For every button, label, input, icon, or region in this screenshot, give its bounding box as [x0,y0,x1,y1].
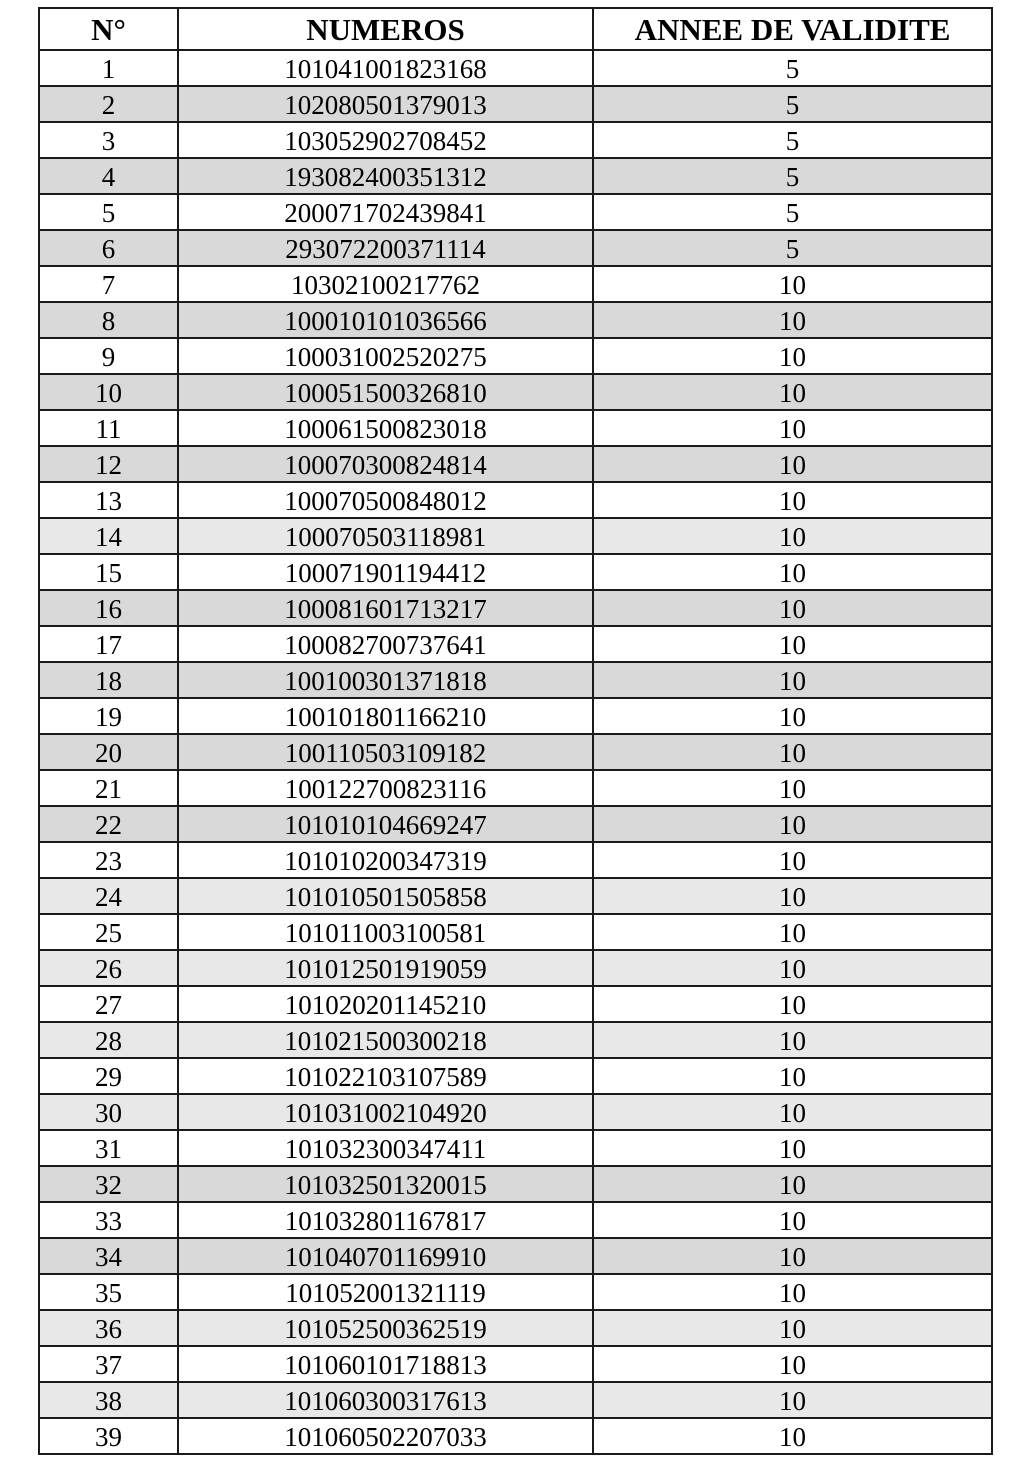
row-number-cell: 7 [39,266,178,302]
row-number-cell: 35 [39,1274,178,1310]
row-number-cell: 5 [39,194,178,230]
numero-cell: 101010501505858 [178,878,593,914]
numero-cell: 103052902708452 [178,122,593,158]
table-row [39,1166,992,1202]
numero-cell: 101032501320015 [178,1166,593,1202]
row-number-cell: 22 [39,806,178,842]
table-body [39,50,992,1454]
numero-cell: 10302100217762 [178,266,593,302]
annee-validite-cell: 10 [593,374,992,410]
annee-validite-cell: 10 [593,878,992,914]
validity-table [38,7,993,1455]
annee-validite-cell: 10 [593,734,992,770]
annee-validite-cell: 5 [593,230,992,266]
annee-validite-cell: 10 [593,1166,992,1202]
table-row [39,554,992,590]
table-row [39,806,992,842]
numero-cell: 101010200347319 [178,842,593,878]
numero-cell: 100122700823116 [178,770,593,806]
row-number-cell: 20 [39,734,178,770]
annee-validite-cell: 10 [593,950,992,986]
table-row [39,518,992,554]
annee-validite-cell: 10 [593,1346,992,1382]
table-row [39,1058,992,1094]
annee-validite-cell: 10 [593,1094,992,1130]
annee-validite-cell: 10 [593,914,992,950]
row-number-cell: 11 [39,410,178,446]
table-row [39,734,992,770]
table-row [39,1238,992,1274]
table-row [39,338,992,374]
annee-validite-cell: 10 [593,842,992,878]
header-annee-de-validite: ANNEE DE VALIDITE [593,8,992,50]
row-number-cell: 36 [39,1310,178,1346]
annee-validite-cell: 5 [593,158,992,194]
numero-cell: 100101801166210 [178,698,593,734]
numero-cell: 101041001823168 [178,50,593,86]
table-row [39,626,992,662]
table-row [39,1130,992,1166]
row-number-cell: 13 [39,482,178,518]
table-row [39,662,992,698]
numero-cell: 101060101718813 [178,1346,593,1382]
numero-cell: 101060300317613 [178,1382,593,1418]
table-row [39,1418,992,1454]
row-number-cell: 39 [39,1418,178,1454]
numero-cell: 101010104669247 [178,806,593,842]
validity-table-container [38,7,991,1455]
table-row [39,1202,992,1238]
table-row [39,122,992,158]
row-number-cell: 17 [39,626,178,662]
numero-cell: 101022103107589 [178,1058,593,1094]
row-number-cell: 19 [39,698,178,734]
annee-validite-cell: 10 [593,698,992,734]
numero-cell: 102080501379013 [178,86,593,122]
annee-validite-cell: 10 [593,770,992,806]
table-row [39,842,992,878]
row-number-cell: 37 [39,1346,178,1382]
annee-validite-cell: 10 [593,1238,992,1274]
row-number-cell: 28 [39,1022,178,1058]
numero-cell: 100100301371818 [178,662,593,698]
numero-cell: 101032801167817 [178,1202,593,1238]
table-row [39,878,992,914]
annee-validite-cell: 10 [593,590,992,626]
header-number: N° [39,8,178,50]
numero-cell: 100051500326810 [178,374,593,410]
annee-validite-cell: 10 [593,1202,992,1238]
header-numeros: NUMEROS [178,8,593,50]
numero-cell: 193082400351312 [178,158,593,194]
table-row [39,266,992,302]
annee-validite-cell: 10 [593,446,992,482]
annee-validite-cell: 10 [593,410,992,446]
numero-cell: 101031002104920 [178,1094,593,1130]
row-number-cell: 4 [39,158,178,194]
numero-cell: 100061500823018 [178,410,593,446]
table-row [39,1346,992,1382]
row-number-cell: 23 [39,842,178,878]
numero-cell: 101052001321119 [178,1274,593,1310]
table-row [39,158,992,194]
annee-validite-cell: 10 [593,554,992,590]
annee-validite-cell: 10 [593,1058,992,1094]
table-row [39,194,992,230]
table-row [39,1094,992,1130]
row-number-cell: 6 [39,230,178,266]
row-number-cell: 26 [39,950,178,986]
row-number-cell: 1 [39,50,178,86]
table-row [39,446,992,482]
annee-validite-cell: 10 [593,338,992,374]
table-row [39,1022,992,1058]
annee-validite-cell: 10 [593,1130,992,1166]
row-number-cell: 30 [39,1094,178,1130]
numero-cell: 101032300347411 [178,1130,593,1166]
numero-cell: 101021500300218 [178,1022,593,1058]
annee-validite-cell: 10 [593,626,992,662]
row-number-cell: 8 [39,302,178,338]
table-row [39,482,992,518]
numero-cell: 101012501919059 [178,950,593,986]
table-row [39,230,992,266]
table-row [39,1310,992,1346]
numero-cell: 100010101036566 [178,302,593,338]
table-row [39,1274,992,1310]
numero-cell: 101020201145210 [178,986,593,1022]
row-number-cell: 15 [39,554,178,590]
annee-validite-cell: 10 [593,806,992,842]
numero-cell: 100081601713217 [178,590,593,626]
row-number-cell: 10 [39,374,178,410]
numero-cell: 101040701169910 [178,1238,593,1274]
row-number-cell: 24 [39,878,178,914]
row-number-cell: 14 [39,518,178,554]
row-number-cell: 12 [39,446,178,482]
annee-validite-cell: 10 [593,302,992,338]
row-number-cell: 33 [39,1202,178,1238]
table-row [39,374,992,410]
row-number-cell: 3 [39,122,178,158]
annee-validite-cell: 5 [593,86,992,122]
numero-cell: 100070503118981 [178,518,593,554]
numero-cell: 200071702439841 [178,194,593,230]
annee-validite-cell: 5 [593,122,992,158]
row-number-cell: 38 [39,1382,178,1418]
annee-validite-cell: 10 [593,1382,992,1418]
table-row [39,86,992,122]
row-number-cell: 27 [39,986,178,1022]
table-row [39,590,992,626]
table-row [39,1382,992,1418]
row-number-cell: 29 [39,1058,178,1094]
table-row [39,950,992,986]
table-row [39,698,992,734]
row-number-cell: 34 [39,1238,178,1274]
numero-cell: 100070300824814 [178,446,593,482]
numero-cell: 100110503109182 [178,734,593,770]
annee-validite-cell: 10 [593,986,992,1022]
annee-validite-cell: 10 [593,1274,992,1310]
annee-validite-cell: 10 [593,662,992,698]
annee-validite-cell: 10 [593,482,992,518]
annee-validite-cell: 5 [593,194,992,230]
numero-cell: 101052500362519 [178,1310,593,1346]
numero-cell: 293072200371114 [178,230,593,266]
row-number-cell: 9 [39,338,178,374]
row-number-cell: 32 [39,1166,178,1202]
table-row [39,986,992,1022]
row-number-cell: 25 [39,914,178,950]
table-row [39,50,992,86]
numero-cell: 100070500848012 [178,482,593,518]
annee-validite-cell: 10 [593,518,992,554]
numero-cell: 100071901194412 [178,554,593,590]
row-number-cell: 16 [39,590,178,626]
row-number-cell: 31 [39,1130,178,1166]
annee-validite-cell: 10 [593,1310,992,1346]
table-header-row [39,8,992,50]
annee-validite-cell: 5 [593,50,992,86]
row-number-cell: 2 [39,86,178,122]
annee-validite-cell: 10 [593,266,992,302]
row-number-cell: 18 [39,662,178,698]
annee-validite-cell: 10 [593,1022,992,1058]
table-row [39,410,992,446]
table-row [39,914,992,950]
numero-cell: 101011003100581 [178,914,593,950]
row-number-cell: 21 [39,770,178,806]
numero-cell: 101060502207033 [178,1418,593,1454]
annee-validite-cell: 10 [593,1418,992,1454]
table-row [39,770,992,806]
table-row [39,302,992,338]
numero-cell: 100082700737641 [178,626,593,662]
numero-cell: 100031002520275 [178,338,593,374]
